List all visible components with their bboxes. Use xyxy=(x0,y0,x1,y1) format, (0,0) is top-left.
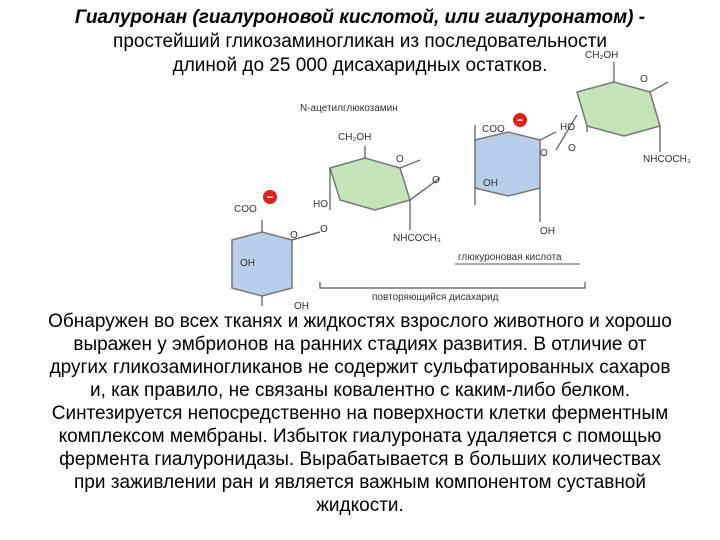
svg-text:−: − xyxy=(266,190,274,204)
nhcoch3-label-right: NHCOCH₃ xyxy=(643,154,691,165)
ho-label-right: HO xyxy=(560,122,575,133)
title-line-1: Гиалуронан (гиалуроновой кислотой, или гиалуронатом) - xyxy=(74,7,646,28)
description-line: при заживлении ран и является важным компонентом суставной xyxy=(74,472,646,493)
o-label: O xyxy=(320,224,328,235)
description-line: фермента гиалуронидазы. Вырабатывается в больших количествах xyxy=(59,449,661,470)
o-label: O xyxy=(396,154,404,165)
description-line: других гликозаминогликанов не содержит сульфатированных сахаров xyxy=(49,357,671,378)
oh-label-right-ring: OH xyxy=(483,178,498,189)
n-acetylglucosamine-ring-left xyxy=(330,158,410,210)
n-acetylglucosamine-label: N-ацетилглюкозамин xyxy=(300,103,398,114)
title-line-3: длиной до 25 000 дисахаридных остатков. xyxy=(172,55,548,76)
o-label: O xyxy=(540,148,548,159)
o-label: O xyxy=(432,175,440,186)
nhcoch3-label-left: NHCOCH₃ xyxy=(393,233,441,244)
negative-charge-icon-right xyxy=(513,113,527,127)
slide-title xyxy=(0,6,720,78)
oh-label-right-bottom: OH xyxy=(540,226,555,237)
title-line-2: простейший гликозаминогликан из последовательности xyxy=(113,31,607,52)
o-label: O xyxy=(290,230,298,241)
ch2oh-label-right: CH₂OH xyxy=(585,50,619,61)
ho-label: HO xyxy=(313,199,328,210)
svg-text:−: − xyxy=(516,113,524,127)
ch2oh-label-left: CH₂OH xyxy=(338,132,372,143)
o-label: O xyxy=(640,74,648,85)
description-line: жидкости. xyxy=(316,495,404,516)
coo-label-left: COO xyxy=(234,204,257,215)
glucuronic-acid-label: глюкуроновая кислота xyxy=(458,252,562,263)
description-line: комплексом мембраны. Избыток гиалуроната удаляется с помощью xyxy=(58,426,662,447)
negative-charge-icon-left xyxy=(263,190,277,204)
description-line: Синтезируется непосредственно на поверхности клетки ферментным xyxy=(51,403,669,424)
oh-label-left-ring: OH xyxy=(240,258,255,269)
repeating-disaccharide-bracket xyxy=(320,282,585,288)
description-line: Обнаружен во всех тканях и жидкостях взрослого животного и хорошо xyxy=(48,311,672,332)
coo-label-right: COO xyxy=(482,124,505,135)
o-label: O xyxy=(568,143,576,154)
repeating-disaccharide-label: повторяющийся дисахарид xyxy=(372,292,499,303)
oh-label-bottom: OH xyxy=(294,301,309,310)
description-text xyxy=(6,310,714,517)
n-acetylglucosamine-ring-right xyxy=(577,82,660,136)
description-line: выражен у эмбрионов на ранних стадиях развития. В отличие от xyxy=(73,334,647,355)
description-line: и, как правило, не связаны ковалентно с каким-либо белком. xyxy=(90,380,630,401)
